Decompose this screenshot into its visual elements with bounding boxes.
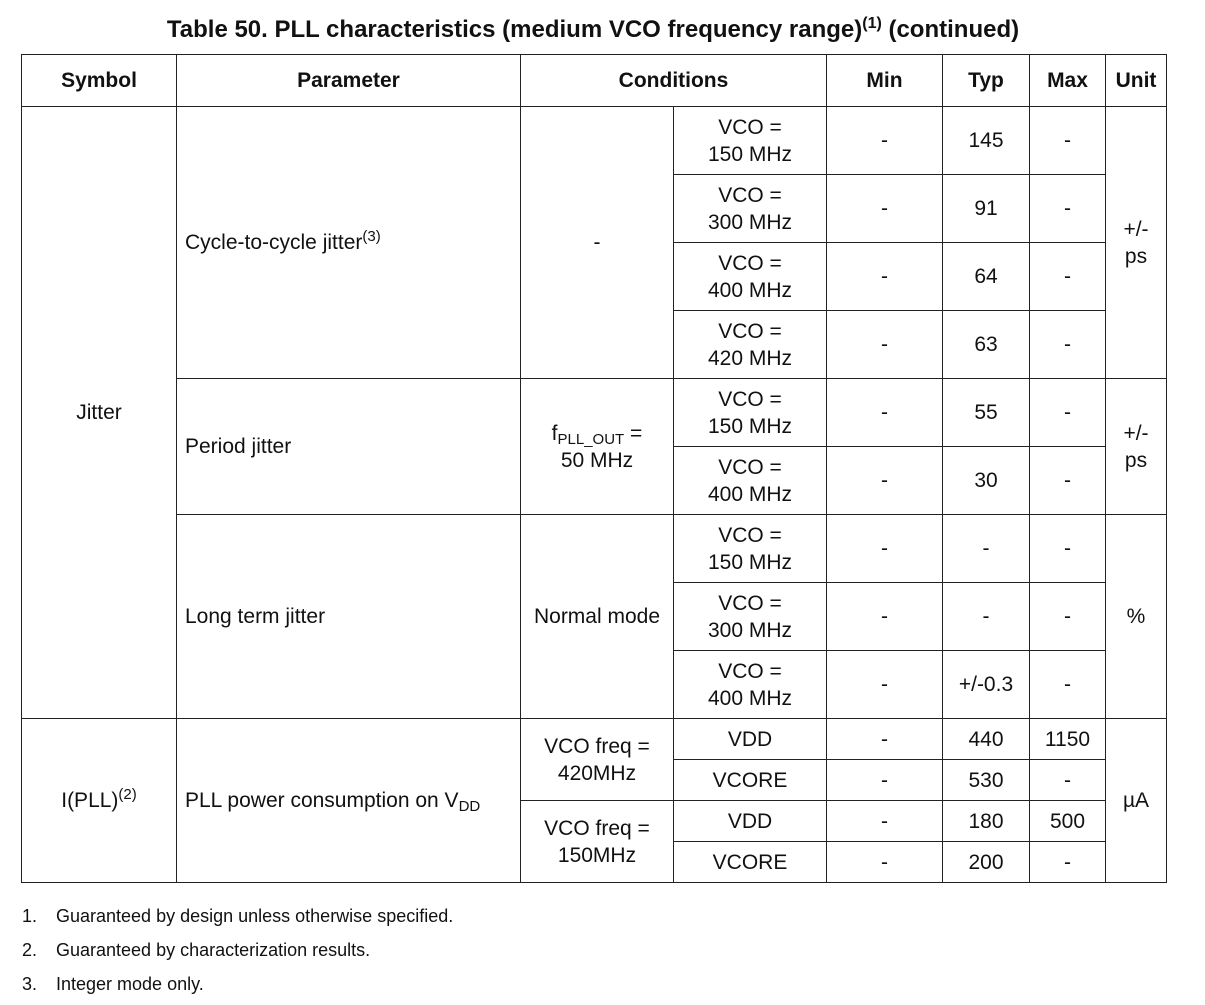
param-cycle-jitter: [177, 107, 521, 379]
param-period-jitter: Period jitter: [177, 379, 521, 515]
param-longterm-jitter: Long term jitter: [177, 515, 521, 719]
cond-supply: VCORE: [674, 842, 827, 883]
vco-line1: VCO =: [718, 251, 782, 275]
cell-typ: 30: [943, 447, 1030, 515]
cond-vco: [674, 107, 827, 175]
cell-max: -: [1030, 107, 1106, 175]
cell-min: -: [827, 719, 943, 760]
cell-min: -: [827, 243, 943, 311]
header-conditions: Conditions: [521, 55, 827, 107]
cell-typ: 55: [943, 379, 1030, 447]
cell-max: -: [1030, 583, 1106, 651]
cell-typ: -: [943, 515, 1030, 583]
vco-line2: 150 MHz: [707, 142, 793, 166]
cell-min: -: [827, 515, 943, 583]
symbol-ipll-label: I(PLL): [61, 789, 119, 812]
vco-line2: 150 MHz: [707, 550, 793, 574]
unit-line2: ps: [1124, 244, 1148, 268]
title-footnote-ref: (1): [862, 15, 882, 32]
footnote-text: Guaranteed by characterization results.: [56, 940, 371, 960]
cell-min: -: [827, 760, 943, 801]
unit-line2: ps: [1124, 448, 1148, 472]
header-row: [22, 55, 1167, 107]
cell-max: -: [1030, 243, 1106, 311]
cond-vco-freq-150: [521, 801, 674, 883]
unit-power: µA: [1106, 719, 1167, 883]
cell-min: -: [827, 842, 943, 883]
unit-cycle-jitter: [1106, 107, 1167, 379]
cond-supply: VDD: [674, 719, 827, 760]
vco-line1: VCO =: [718, 523, 782, 547]
header-min: Min: [827, 55, 943, 107]
unit-period-jitter: [1106, 379, 1167, 515]
cond-vco-freq-420: [521, 719, 674, 801]
cell-typ: 91: [943, 175, 1030, 243]
vco-line1: VCO =: [718, 115, 782, 139]
unit-longterm-jitter: %: [1106, 515, 1167, 719]
cond-vco: [674, 583, 827, 651]
cond-supply: VDD: [674, 801, 827, 842]
cond-eq: =: [624, 421, 643, 445]
cell-min: -: [827, 311, 943, 379]
vco-line1: VCO =: [718, 591, 782, 615]
cell-typ: 530: [943, 760, 1030, 801]
header-symbol: Symbol: [22, 55, 177, 107]
vco-line2: 150 MHz: [707, 414, 793, 438]
symbol-ipll-sup: (2): [118, 786, 137, 803]
vco-line1: VCO =: [718, 455, 782, 479]
cond-vco: [674, 447, 827, 515]
cell-min: -: [827, 651, 943, 719]
table-row: [22, 379, 1167, 447]
cell-max: -: [1030, 842, 1106, 883]
cell-typ: 64: [943, 243, 1030, 311]
cond-vco: [674, 515, 827, 583]
header-parameter: Parameter: [177, 55, 521, 107]
symbol-ipll: [22, 719, 177, 883]
table-row: [22, 719, 1167, 760]
cell-max: -: [1030, 379, 1106, 447]
vco-line1: VCO =: [718, 387, 782, 411]
header-typ: Typ: [943, 55, 1030, 107]
table-row: [22, 515, 1167, 583]
vco-line2: 300 MHz: [707, 210, 793, 234]
cell-min: -: [827, 379, 943, 447]
footnote-number: 1.: [22, 906, 38, 926]
cell-typ: 440: [943, 719, 1030, 760]
cell-typ: -: [943, 583, 1030, 651]
cond-cycle-jitter: -: [521, 107, 674, 379]
cell-min: -: [827, 175, 943, 243]
header-max: Max: [1030, 55, 1106, 107]
param-power: [177, 719, 521, 883]
cond-vco: [674, 379, 827, 447]
cond-supply: VCORE: [674, 760, 827, 801]
cell-min: -: [827, 107, 943, 175]
vco-line2: 400 MHz: [707, 482, 793, 506]
cond-vco: [674, 175, 827, 243]
unit-line1: +/-: [1123, 217, 1149, 241]
table-title: [0, 16, 1186, 44]
cond-period-jitter: [521, 379, 674, 515]
param-cycle-jitter-sup: (3): [362, 228, 381, 245]
cell-max: 1150: [1030, 719, 1106, 760]
cell-typ: +/-0.3: [943, 651, 1030, 719]
param-cycle-jitter-label: Cycle-to-cycle jitter: [185, 231, 363, 254]
cond-vco: [674, 651, 827, 719]
vco-line2: 420 MHz: [707, 346, 793, 370]
cond-longterm-jitter: Normal mode: [521, 515, 674, 719]
cond-line2: 50 MHz: [560, 448, 634, 472]
title-suffix: (continued): [881, 16, 1020, 43]
param-power-sub: DD: [458, 798, 481, 815]
cell-max: -: [1030, 760, 1106, 801]
cell-max: -: [1030, 311, 1106, 379]
cond-vco: [674, 243, 827, 311]
cell-typ: 145: [943, 107, 1030, 175]
cond-line2: 420MHz: [557, 761, 637, 785]
cell-max: -: [1030, 515, 1106, 583]
cell-max: 500: [1030, 801, 1106, 842]
footnote-text: Guaranteed by design unless otherwise specified.: [56, 906, 454, 926]
cell-min: -: [827, 801, 943, 842]
header-unit: Unit: [1106, 55, 1167, 107]
vco-line2: 400 MHz: [707, 278, 793, 302]
vco-line1: VCO =: [718, 659, 782, 683]
cell-max: -: [1030, 175, 1106, 243]
cond-f-sub: PLL_OUT: [557, 430, 625, 448]
cond-f: f: [551, 421, 558, 445]
vco-line2: 300 MHz: [707, 618, 793, 642]
footnote-text: Integer mode only.: [56, 974, 204, 994]
vco-line1: VCO =: [718, 319, 782, 343]
cell-typ: 63: [943, 311, 1030, 379]
table-row: [22, 107, 1167, 175]
unit-line1: +/-: [1123, 421, 1149, 445]
param-power-label: PLL power consumption on V: [185, 789, 459, 812]
cond-line1: VCO freq =: [544, 734, 650, 758]
footnote-number: 3.: [22, 974, 38, 994]
pll-characteristics-table: [21, 54, 1167, 883]
cond-line1: VCO freq =: [544, 816, 650, 840]
cond-vco: [674, 311, 827, 379]
vco-line2: 400 MHz: [707, 686, 793, 710]
cell-max: -: [1030, 651, 1106, 719]
cell-min: -: [827, 447, 943, 515]
cell-min: -: [827, 583, 943, 651]
title-text: Table 50. PLL characteristics (medium VCO frequency range): [166, 16, 863, 43]
cell-max: -: [1030, 447, 1106, 515]
footnote-number: 2.: [22, 940, 38, 960]
cell-typ: 180: [943, 801, 1030, 842]
cell-typ: 200: [943, 842, 1030, 883]
vco-line1: VCO =: [718, 183, 782, 207]
cond-line2: 150MHz: [557, 843, 637, 867]
symbol-jitter: Jitter: [22, 107, 177, 719]
